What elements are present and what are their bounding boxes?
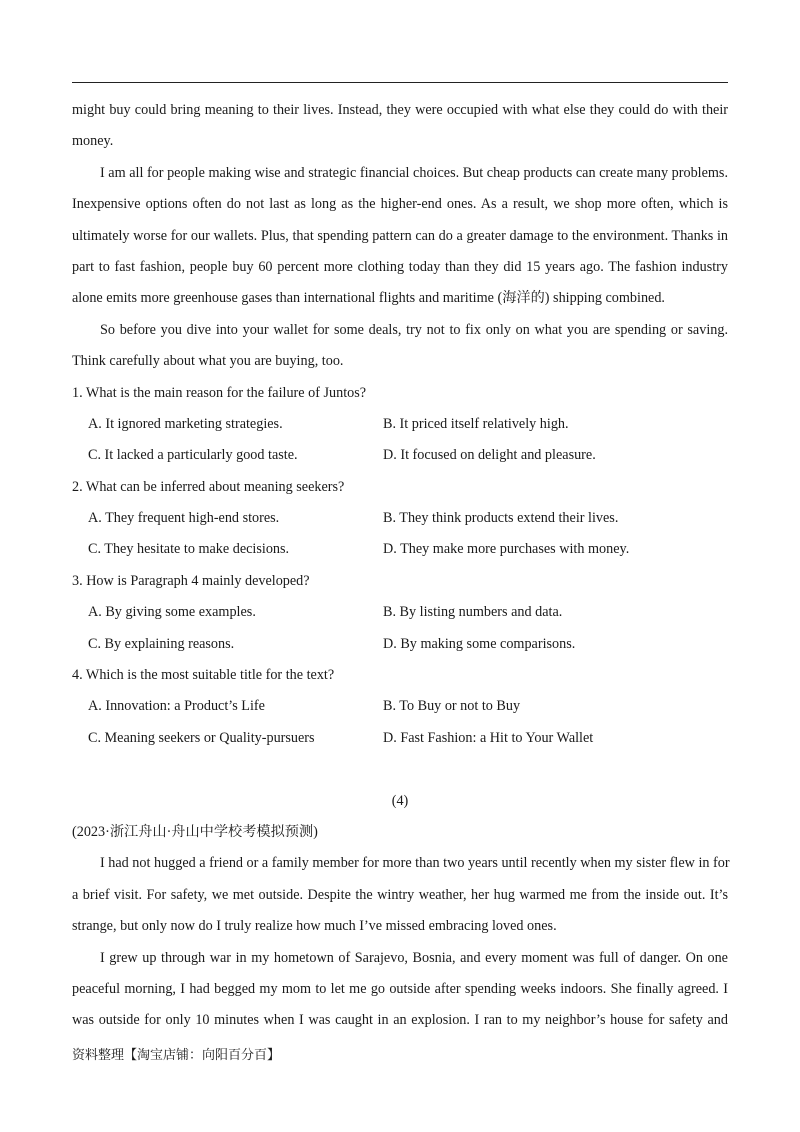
- option-row: [72, 691, 728, 722]
- section-gap: [72, 754, 728, 785]
- text-line: ultimately worse for our wallets. Plus, that spending pattern can do a greater damage to the environment. Thanks in: [72, 227, 728, 244]
- question-3: [72, 566, 728, 660]
- text-line: I had not hugged a friend or a family member for more than two years until recently when my sister flew in for: [100, 855, 730, 872]
- option-row: [72, 534, 728, 565]
- paragraph-conclusion: [72, 315, 728, 378]
- option-a: A. They frequent high-end stores.: [88, 510, 280, 527]
- text-line: So before you dive into your wallet for some deals, try not to fix only on what you are spending or saving.: [100, 321, 728, 338]
- option-row: [72, 629, 728, 660]
- text-line: I grew up through war in my hometown of Sarajevo, Bosnia, and every moment was full of danger. On one: [100, 949, 728, 966]
- paragraph-hug: [72, 848, 728, 942]
- text-line: Think carefully about what you are buying, too.: [72, 353, 344, 370]
- text-line: a brief visit. For safety, we met outside. Despite the wintry weather, her hug warmed me from the inside out. It’s: [72, 886, 728, 903]
- option-row: [72, 440, 728, 471]
- text-line: I am all for people making wise and strategic financial choices. But cheap products can create many problems.: [100, 164, 728, 181]
- option-d: D. By making some comparisons.: [383, 635, 576, 652]
- text-line: might buy could bring meaning to their lives. Instead, they were occupied with what else they could do with their: [72, 102, 728, 118]
- option-b: B. They think products extend their lives.: [383, 510, 619, 527]
- option-a: A. Innovation: a Product’s Life: [88, 698, 265, 715]
- passage-number: (4): [391, 792, 409, 809]
- option-row: [72, 503, 728, 534]
- option-row: [72, 409, 728, 440]
- option-row: [72, 723, 728, 754]
- text-line: was outside for only 10 minutes when I was caught in an explosion. I ran to my neighbor’s house for safety and: [72, 1012, 728, 1029]
- text-line: part to fast fashion, people buy 60 percent more clothing today than they did 15 years ago. The fashion industry: [72, 258, 728, 275]
- option-a: A. It ignored marketing strategies.: [88, 415, 283, 432]
- text-line: alone emits more greenhouse gases than international flights and maritime (海洋的) shipping combined.: [72, 290, 665, 307]
- option-d: D. Fast Fashion: a Hit to Your Wallet: [383, 729, 594, 746]
- option-d: D. They make more purchases with money.: [383, 541, 630, 558]
- option-d: D. It focused on delight and pleasure.: [383, 447, 596, 464]
- question-4: [72, 660, 728, 754]
- option-b: B. By listing numbers and data.: [383, 604, 563, 621]
- option-b: B. To Buy or not to Buy: [383, 698, 521, 715]
- text-line: peaceful morning, I had begged my mom to let me go outside after spending weeks indoors. She finally agreed. I: [72, 980, 728, 997]
- question-stem: 2. What can be inferred about meaning seekers?: [72, 478, 345, 495]
- passage-source: (2023·浙江舟山·舟山中学校考模拟预测): [72, 823, 318, 840]
- option-row: [72, 597, 728, 628]
- question-stem: 1. What is the main reason for the failure of Juntos?: [72, 384, 367, 401]
- option-c: C. It lacked a particularly good taste.: [88, 447, 298, 464]
- option-a: A. By giving some examples.: [88, 604, 256, 621]
- option-b: B. It priced itself relatively high.: [383, 415, 569, 432]
- option-c: C. They hesitate to make decisions.: [88, 541, 290, 558]
- option-c: C. By explaining reasons.: [88, 635, 235, 652]
- option-c: C. Meaning seekers or Quality-pursuers: [88, 729, 315, 746]
- question-2: [72, 472, 728, 566]
- page-content: [72, 95, 728, 1037]
- text-line: money.: [72, 133, 114, 150]
- footer-note: 资料整理【淘宝店铺：向阳百分百】: [72, 1048, 281, 1063]
- text-line: Inexpensive options often do not last as long as the higher-end ones. As a result, we shop more often, which is: [72, 196, 728, 213]
- paragraph-financial: [72, 158, 728, 315]
- question-1: [72, 378, 728, 472]
- header-rule: [72, 82, 728, 83]
- paragraph-war: [72, 943, 728, 1037]
- question-stem: 3. How is Paragraph 4 mainly developed?: [72, 572, 310, 589]
- question-stem: 4. Which is the most suitable title for the text?: [72, 667, 335, 684]
- paragraph-continued: [72, 95, 728, 158]
- text-line: strange, but only now do I truly realize how much I’ve missed embracing loved ones.: [72, 918, 557, 935]
